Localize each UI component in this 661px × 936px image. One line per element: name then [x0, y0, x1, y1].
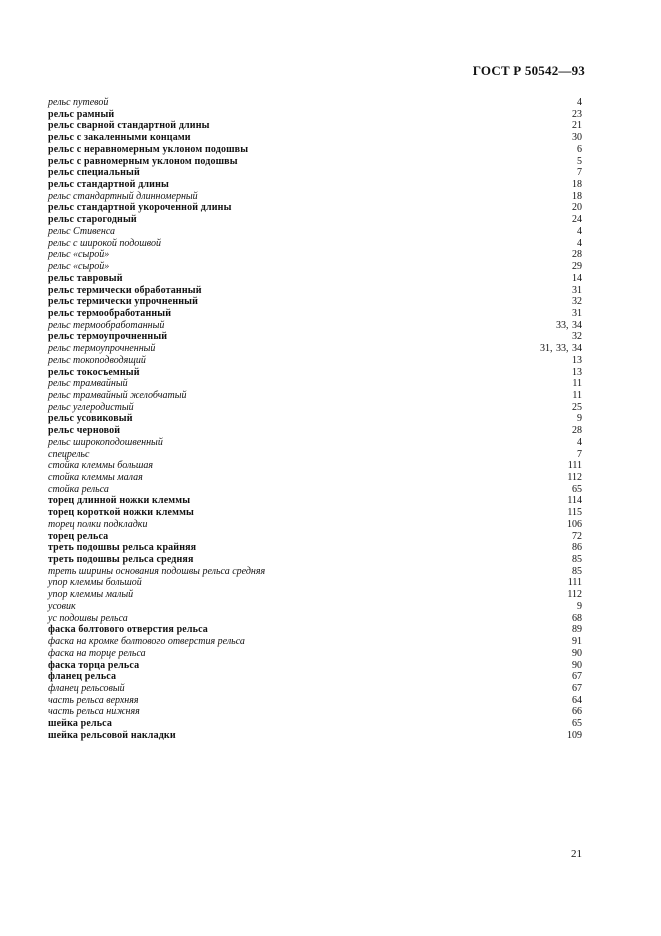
index-page-ref: 106 — [567, 518, 582, 530]
index-entry — [48, 413, 582, 425]
index-entry — [48, 226, 582, 238]
index-page-ref: 111 — [567, 577, 582, 589]
index-page-ref: 30 — [572, 132, 582, 144]
index-term: треть ширины основания подошвы рельса средняя — [48, 565, 266, 577]
index-term: торец рельса — [48, 530, 109, 542]
index-term: рельс термоупрочненный — [48, 331, 168, 343]
index-page-ref: 23 — [572, 108, 582, 120]
index-entry — [48, 577, 582, 589]
index-term: рельс термически упрочненный — [48, 296, 199, 308]
index-term: рельс стандартный длинномерный — [48, 190, 198, 202]
index-entry — [48, 437, 582, 449]
index-term: рельс Стивенса — [48, 225, 115, 237]
index-term: торец длинной ножки клеммы — [48, 495, 191, 507]
index-entry — [48, 460, 582, 472]
index-entry — [48, 495, 582, 507]
index-term: треть подошвы рельса крайняя — [48, 542, 197, 554]
index-entry — [48, 261, 582, 273]
index-page-ref: 109 — [567, 729, 582, 741]
index-page-ref: 13 — [572, 354, 582, 366]
index-page-ref: 14 — [572, 272, 582, 284]
index-page-ref: 32 — [572, 331, 582, 343]
index-term: торец короткой ножки клеммы — [48, 507, 194, 519]
index-term: треть подошвы рельса средняя — [48, 554, 194, 566]
index-entry — [48, 390, 582, 402]
index-term: шейка рельсовой накладки — [48, 729, 176, 741]
index-page-ref: 67 — [572, 671, 582, 683]
index-term: рельс с равномерным уклоном подошвы — [48, 155, 238, 167]
index-entry — [48, 730, 582, 742]
document-code: ГОСТ Р 50542—93 — [472, 63, 585, 78]
index-page-ref: 31, 33, 34 — [540, 343, 582, 355]
index-term: усовик — [48, 600, 76, 612]
index-entry — [48, 97, 582, 109]
index-page-ref: 65 — [572, 718, 582, 730]
index-page-ref: 4 — [577, 237, 582, 249]
index-entry — [48, 624, 582, 636]
index-entry — [48, 507, 582, 519]
index-page-ref: 4 — [577, 436, 582, 448]
index-entry — [48, 402, 582, 414]
index-page-ref: 85 — [572, 565, 582, 577]
index-entry — [48, 367, 582, 379]
index-page-ref: 18 — [572, 179, 582, 191]
index-entry — [48, 683, 582, 695]
index-entry — [48, 648, 582, 660]
index-page-ref: 6 — [577, 143, 582, 155]
index-entry — [48, 109, 582, 121]
index-page-ref: 25 — [572, 401, 582, 413]
index-entry — [48, 706, 582, 718]
index-term: фаска на торце рельса — [48, 647, 146, 659]
index-page-ref: 112 — [567, 472, 582, 483]
index-entry — [48, 167, 582, 179]
index-term: рельс рамный — [48, 108, 115, 120]
index-entry — [48, 144, 582, 156]
index-entry — [48, 589, 582, 601]
index-term: фаска на кромке болтового отверстия рельса — [48, 636, 245, 648]
index-term: рельс с широкой подошвой — [48, 237, 162, 249]
index-entry — [48, 660, 582, 672]
index-entry — [48, 472, 582, 484]
index-entry — [48, 671, 582, 683]
index-entry — [48, 331, 582, 343]
index-term: рельс специальный — [48, 167, 140, 179]
index-entry — [48, 378, 582, 390]
index-term: рельс усовиковый — [48, 413, 133, 425]
index-entry — [48, 273, 582, 285]
index-page-ref: 114 — [567, 495, 582, 507]
index-term: рельс токосъемный — [48, 366, 140, 378]
index-page-ref: 89 — [572, 624, 582, 636]
index-entry — [48, 120, 582, 132]
index-term: рельс термически обработанный — [48, 284, 202, 296]
index-entry — [48, 613, 582, 625]
index-page-ref: 68 — [572, 612, 582, 624]
index-term: рельс путевой — [48, 97, 109, 108]
index-entry — [48, 566, 582, 578]
index-entry — [48, 718, 582, 730]
index-term: рельс широкоподошвенный — [48, 436, 163, 448]
index-term: рельс токоподводящий — [48, 354, 146, 366]
index-term: рельс термообработанный — [48, 307, 172, 319]
index-entry — [48, 320, 582, 332]
index-page-ref: 112 — [567, 589, 582, 601]
index-page-ref: 111 — [567, 460, 582, 472]
index-page-ref: 66 — [572, 706, 582, 718]
page-number: 21 — [571, 848, 582, 860]
index-term: рельс стандартной укороченной длины — [48, 202, 232, 214]
index-term: стойка клеммы малая — [48, 472, 143, 483]
index-page-ref: 65 — [572, 483, 582, 495]
index-entry — [48, 214, 582, 226]
index-page-ref: 18 — [572, 190, 582, 202]
index-entry — [48, 449, 582, 461]
index-entry — [48, 531, 582, 543]
index-entry — [48, 695, 582, 707]
index-entry — [48, 601, 582, 613]
index-term: часть рельса нижняя — [48, 706, 140, 718]
index-term: торец полки подкладки — [48, 518, 148, 530]
index-term: рельс «сырой» — [48, 261, 110, 273]
index-term: упор клеммы малый — [48, 589, 134, 601]
index-term: шейка рельса — [48, 718, 113, 730]
index-entry — [48, 296, 582, 308]
index-page-ref: 7 — [577, 448, 582, 460]
index-entry — [48, 519, 582, 531]
index-page-ref: 20 — [572, 202, 582, 214]
index-entry — [48, 191, 582, 203]
index-page-ref: 4 — [577, 97, 582, 108]
index-entry — [48, 179, 582, 191]
index-term: рельс термоупрочненный — [48, 343, 156, 355]
index-page-ref: 28 — [572, 425, 582, 437]
index-entry — [48, 202, 582, 214]
index-page-ref: 115 — [567, 507, 582, 519]
index-entry — [48, 484, 582, 496]
index-page-ref: 90 — [572, 659, 582, 671]
index-page-ref: 28 — [572, 249, 582, 261]
index-term: рельс термообработанный — [48, 319, 165, 331]
index-term: часть рельса верхняя — [48, 694, 139, 706]
index-term: рельс с неравномерным уклоном подошвы — [48, 143, 249, 155]
index-page-ref: 11 — [572, 378, 582, 390]
index-term: фаска болтового отверстия рельса — [48, 624, 208, 636]
index-page-ref: 4 — [577, 225, 582, 237]
index-page-ref: 32 — [572, 296, 582, 308]
index-term: рельс с закаленными концами — [48, 132, 191, 144]
index-entry — [48, 636, 582, 648]
index-term: рельс тавровый — [48, 272, 123, 284]
index-page-ref: 11 — [572, 389, 582, 401]
index-entry — [48, 238, 582, 250]
index-term: стойка рельса — [48, 483, 109, 495]
index-page-ref: 85 — [572, 554, 582, 566]
index-page-ref: 72 — [572, 530, 582, 542]
index-term: рельс черновой — [48, 425, 121, 437]
index-entry — [48, 355, 582, 367]
index-term: фаска торца рельса — [48, 659, 140, 671]
index-page-ref: 31 — [572, 307, 582, 319]
index-page-ref: 21 — [572, 120, 582, 132]
term-index-list — [48, 97, 582, 742]
index-term: ус подошвы рельса — [48, 612, 128, 624]
index-entry — [48, 132, 582, 144]
index-term: фланец рельсовый — [48, 682, 125, 694]
index-page-ref: 9 — [577, 600, 582, 612]
index-term: рельс сварной стандартной длины — [48, 120, 210, 132]
index-term: рельс трамвайный желобчатый — [48, 389, 187, 401]
index-page-ref: 67 — [572, 682, 582, 694]
index-entry — [48, 285, 582, 297]
index-entry — [48, 542, 582, 554]
index-page-ref: 86 — [572, 542, 582, 554]
index-page-ref: 64 — [572, 694, 582, 706]
index-page-ref: 90 — [572, 647, 582, 659]
index-page-ref: 13 — [572, 366, 582, 378]
index-entry — [48, 156, 582, 168]
index-page-ref: 29 — [572, 261, 582, 273]
index-page-ref: 5 — [577, 155, 582, 167]
index-term: упор клеммы большой — [48, 577, 142, 589]
index-term: рельс старогодный — [48, 214, 137, 226]
index-page-ref: 91 — [572, 636, 582, 648]
index-entry — [48, 343, 582, 355]
index-term: рельс «сырой» — [48, 249, 110, 261]
index-entry — [48, 425, 582, 437]
index-entry — [48, 554, 582, 566]
index-page-ref: 33, 34 — [556, 319, 582, 331]
index-entry — [48, 249, 582, 261]
index-page-ref: 24 — [572, 214, 582, 226]
index-page-ref: 9 — [577, 413, 582, 425]
index-term: фланец рельса — [48, 671, 117, 683]
index-page-ref: 31 — [572, 284, 582, 296]
index-page-ref: 7 — [577, 167, 582, 179]
index-term: рельс стандартной длины — [48, 179, 169, 191]
index-term: рельс углеродистый — [48, 401, 134, 413]
index-term: рельс трамвайный — [48, 378, 128, 390]
index-term: стойка клеммы большая — [48, 460, 154, 472]
index-entry — [48, 308, 582, 320]
index-term: спецрельс — [48, 448, 90, 460]
